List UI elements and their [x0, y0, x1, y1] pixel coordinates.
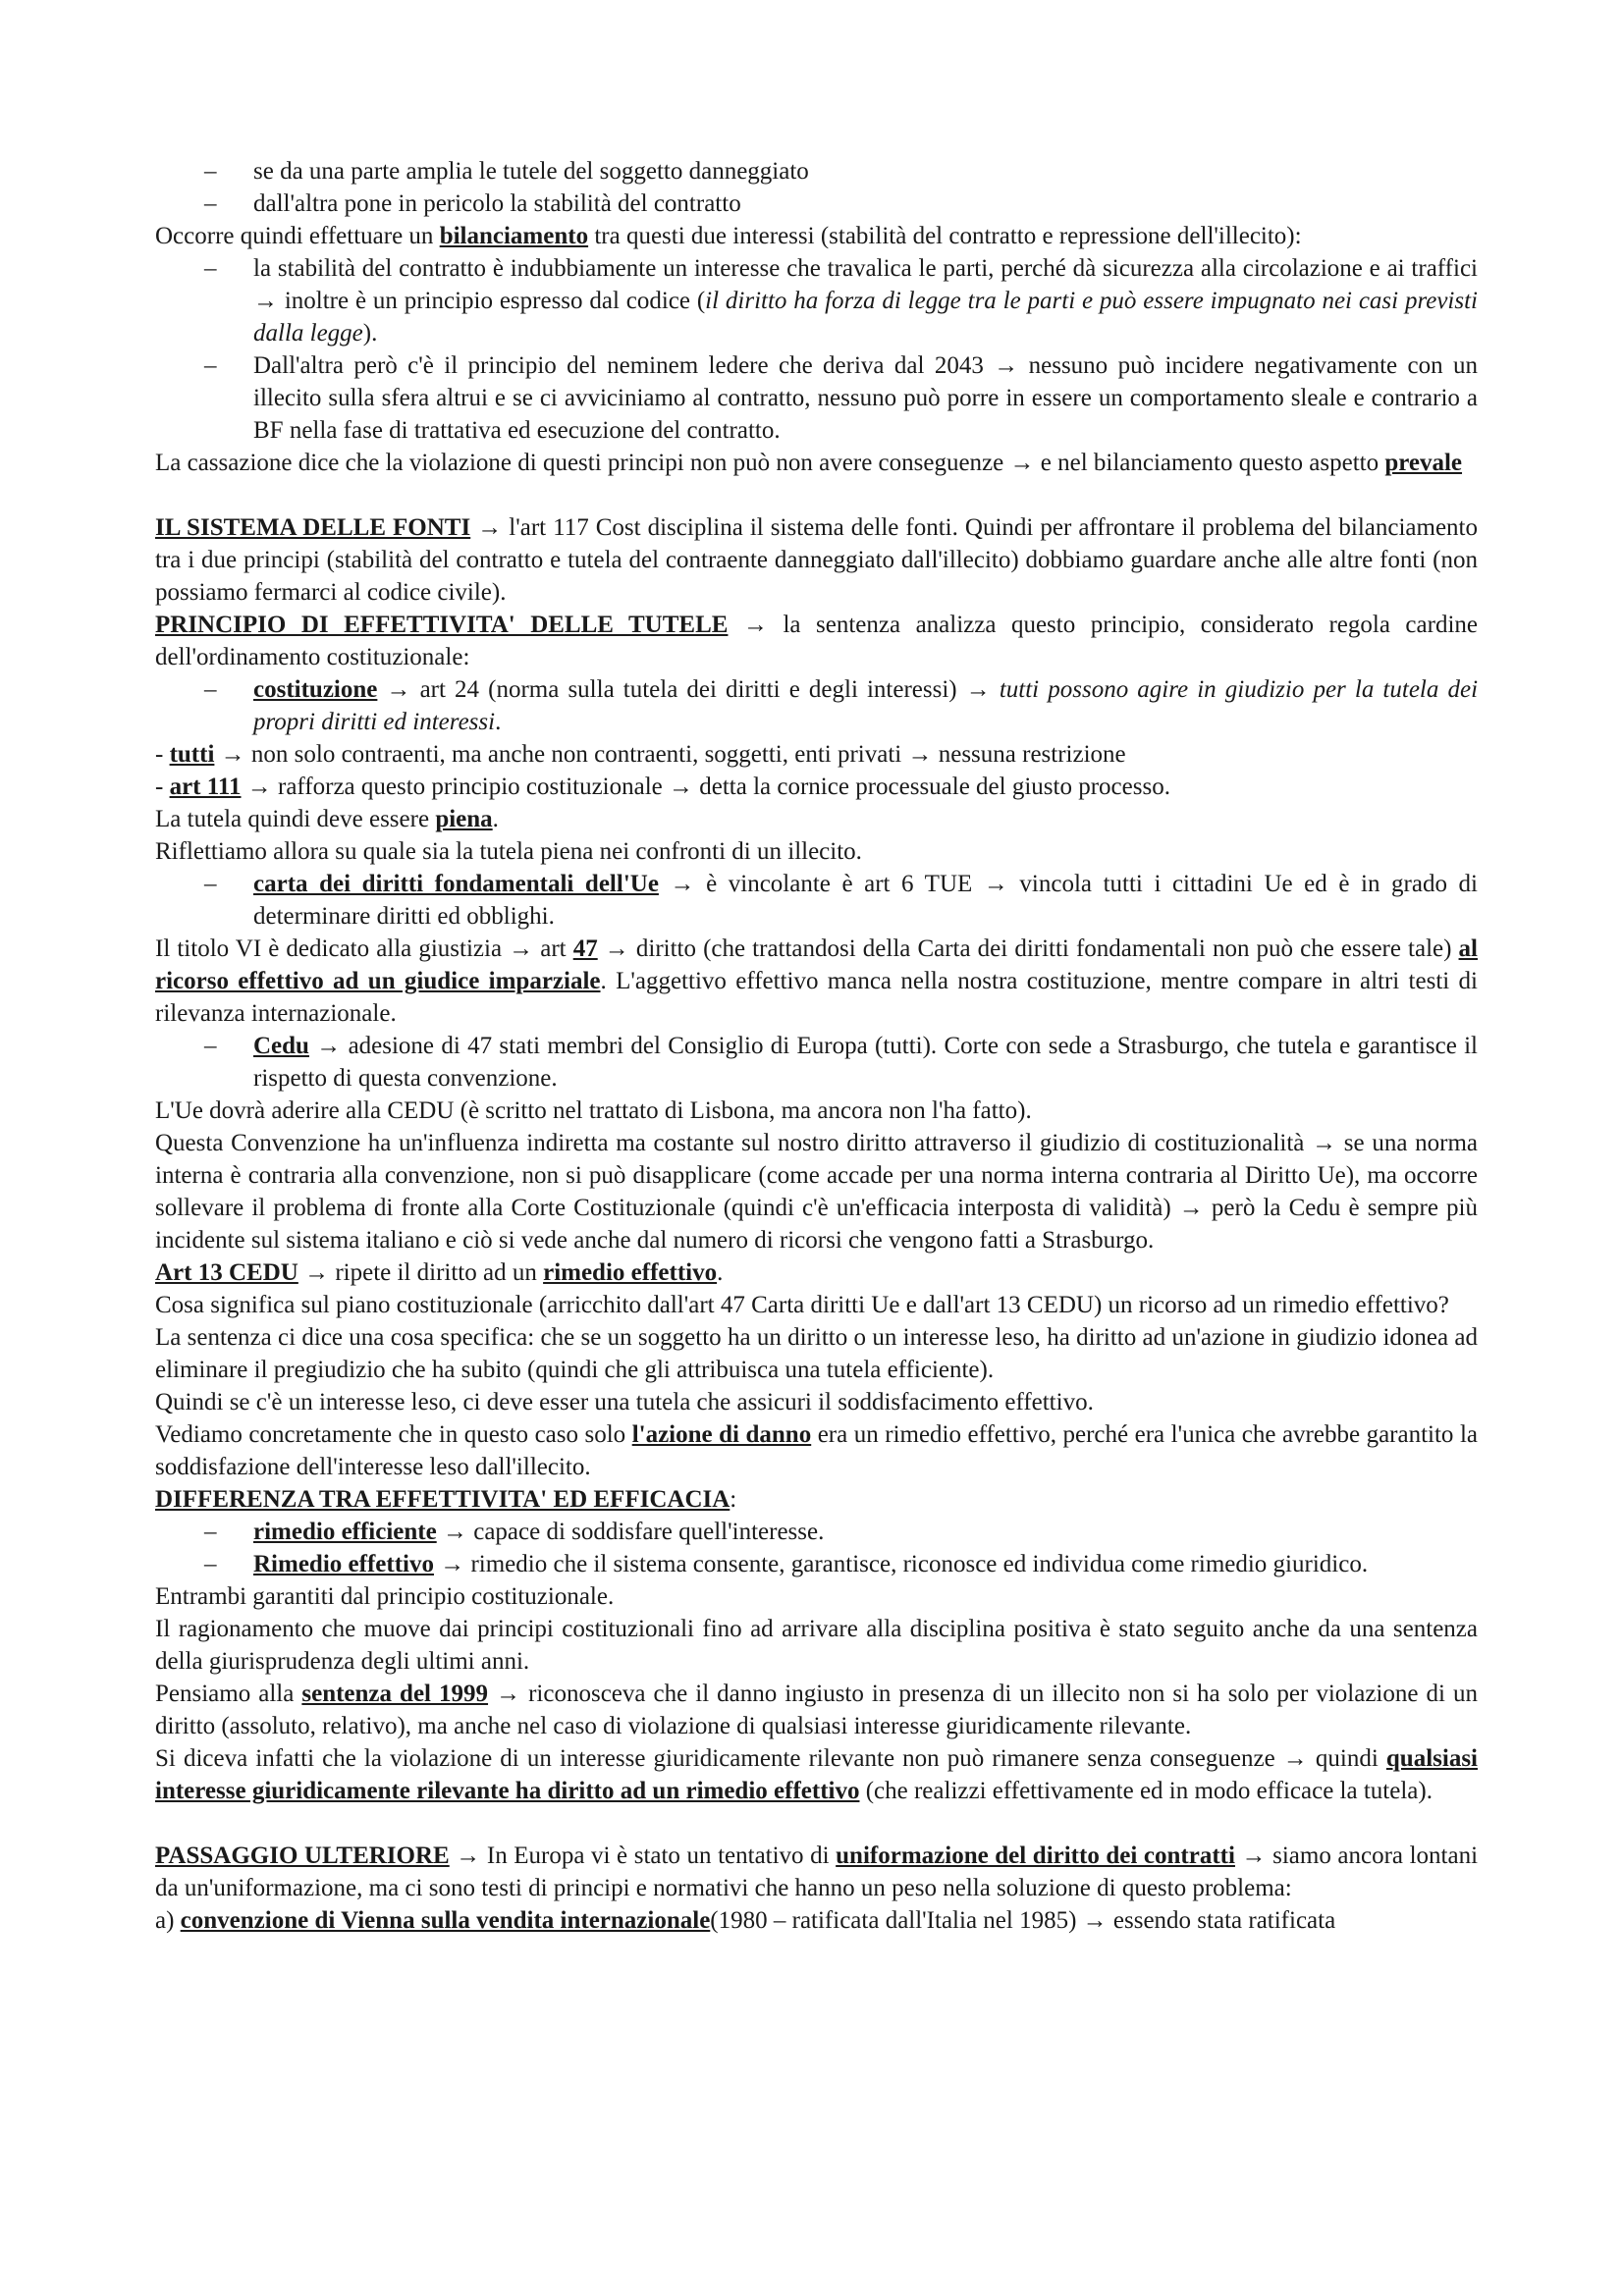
text: se da una parte amplia le tutele del soggetto danneggiato — [253, 158, 809, 185]
text: → non solo contraenti, ma anche non contraenti, soggetti, enti privati → nessuna restrizione — [214, 741, 1126, 768]
text: Il titolo VI è dedicato alla giustizia → art — [155, 935, 573, 962]
section-heading: PRINCIPIO DI EFFETTIVITA' DELLE TUTELE — [155, 612, 729, 638]
text: → è vincolante è art 6 TUE → vincola tutti i cittadini Ue ed è in grado di determinare diritti ed obblighi. — [253, 871, 1478, 930]
list-item — [155, 1030, 1478, 1095]
paragraph — [155, 1678, 1478, 1742]
text: → rafforza questo principio costituzionale → detta la cornice processuale del giusto processo. — [241, 774, 1170, 800]
keyword: bilanciamento — [439, 223, 589, 249]
text: . — [717, 1259, 724, 1286]
keyword: qualsiasi interesse giuridicamente rilevante ha diritto ad un rimedio effettivo — [155, 1745, 1478, 1804]
text: (1980 – ratificata dall'Italia nel 1985) → essendo stata ratificata — [710, 1907, 1336, 1934]
keyword: carta dei diritti fondamentali dell'Ue — [253, 871, 659, 897]
text: Dall'altra però c'è il principio del neminem ledere che deriva dal 2043 → nessuno può incidere negativamente con un illecito sulla sfera altrui e se ci avviciniamo al contratto, nessuno può porre in essere un comportamento sleale e contrario a BF nella fase di trattativa ed esecuzione del contratto. — [253, 352, 1478, 444]
text: → l'art 117 Cost disciplina il sistema delle fonti. Quindi per affrontare il problema del bilanciamento tra i due principi (stabilità del contratto e tutela del contraente danneggiato dall'illecito) dobbiamo guardare anche alle altre fonti (non possiamo fermarci al codice civile). — [155, 514, 1478, 606]
paragraph — [155, 1256, 1478, 1289]
keyword: prevale — [1384, 450, 1463, 476]
paragraph — [155, 738, 1478, 771]
paragraph — [155, 1418, 1478, 1483]
paragraph — [155, 1289, 1478, 1321]
keyword: art 111 — [169, 774, 242, 800]
paragraph — [155, 1580, 1478, 1613]
paragraph — [155, 835, 1478, 868]
keyword: costituzione — [253, 676, 378, 703]
paragraph — [155, 1840, 1478, 1904]
text: → la sentenza analizza questo principio, considerato regola cardine dell'ordinamento costituzionale: — [155, 612, 1478, 670]
text: Pensiamo alla — [155, 1681, 302, 1707]
paragraph — [155, 1386, 1478, 1418]
quote: tutti possono agire in giudizio per la tutela dei propri diritti ed interessi — [253, 676, 1479, 735]
section-heading: PASSAGGIO ULTERIORE — [155, 1842, 450, 1869]
text: Occorre quindi effettuare un — [155, 223, 440, 249]
text: . — [492, 806, 499, 832]
spacer — [155, 479, 1478, 511]
text: → ripete il diritto ad un — [298, 1259, 544, 1286]
text: : — [730, 1486, 737, 1513]
text: era un rimedio effettivo, perché era l'unica che avrebbe garantito la soddisfazione dell'interesse leso dall'illecito. — [155, 1421, 1478, 1480]
text: → capace di soddisfare quell'interesse. — [436, 1519, 825, 1545]
keyword: al ricorso effettivo ad un giudice imparziale — [155, 935, 1478, 994]
list-item — [155, 1548, 1478, 1580]
keyword: rimedio efficiente — [253, 1519, 437, 1545]
text: Vediamo concretamente che in questo caso solo — [155, 1421, 632, 1448]
text: → art 24 (norma sulla tutela dei diritti e degli interessi) → — [377, 676, 1000, 703]
text: . — [495, 709, 502, 735]
text: Questa Convenzione ha un'influenza indiretta ma costante sul nostro diritto attraverso il giudizio di costituzionalità → se una norma interna è contraria alla convenzione, non si può disapplicare (come accade per una norma interna contraria al Diritto Ue), ma occorre sollevare il problema di fronte alla Corte Costituzionale (quindi c'è un'efficacia interposta di validità) → però la Cedu è sempre più incidente sul sistema italiano e ciò si vede anche dal numero di ricorsi che vengono fatti a Strasburgo. — [155, 1130, 1478, 1254]
keyword: uniformazione del diritto dei contratti — [836, 1842, 1235, 1869]
text: - — [155, 774, 170, 800]
text: Quindi se c'è un interesse leso, ci deve esser una tutela che assicuri il soddisfacimento effettivo. — [155, 1389, 1094, 1415]
keyword: Rimedio effettivo — [253, 1551, 434, 1577]
text: Cosa significa sul piano costituzionale (arricchito dall'art 47 Carta diritti Ue e dall'art 13 CEDU) un ricorso ad un rimedio effettivo? — [155, 1292, 1449, 1318]
paragraph — [155, 803, 1478, 835]
text: → siamo ancora lontani da un'uniformazione, ma ci sono testi di principi e normativi che hanno un peso nella soluzione di questo problema: — [155, 1842, 1479, 1901]
keyword: sentenza del 1999 — [301, 1681, 489, 1707]
text: - — [155, 741, 170, 768]
text: → riconosceva che il danno ingiusto in presenza di un illecito non si ha solo per violazione di un diritto (assoluto, relativo), ma anche nel caso di violazione di qualsiasi interesse giuridicamente rilevante. — [155, 1681, 1478, 1739]
text: Si diceva infatti che la violazione di un interesse giuridicamente rilevante non può rimanere senza conseguenze → quindi — [155, 1745, 1386, 1772]
paragraph — [155, 609, 1478, 673]
text: Entrambi garantiti dal principio costituzionale. — [155, 1583, 615, 1610]
section-heading: DIFFERENZA TRA EFFETTIVITA' ED EFFICACIA — [155, 1486, 730, 1513]
text: tra questi due interessi (stabilità del contratto e repressione dell'illecito): — [588, 223, 1302, 249]
section-heading: IL SISTEMA DELLE FONTI — [155, 514, 471, 541]
paragraph — [155, 1742, 1478, 1807]
text: ). — [362, 320, 378, 347]
list-item — [155, 868, 1478, 933]
keyword: l'azione di danno — [631, 1421, 812, 1448]
list-item — [155, 155, 1478, 187]
text: (che realizzi effettivamente ed in modo efficace la tutela). — [859, 1778, 1433, 1804]
list-item — [155, 252, 1478, 349]
list-item — [155, 187, 1478, 220]
paragraph — [155, 1483, 1478, 1516]
text: . L'aggettivo effettivo manca nella nostra costituzione, mentre compare in altri testi di rilevanza internazionale. — [155, 968, 1478, 1027]
keyword: Cedu — [253, 1033, 309, 1059]
paragraph — [155, 1904, 1478, 1937]
text: → adesione di 47 stati membri del Consiglio di Europa (tutti). Corte con sede a Strasburgo, che tutela e garantisce il rispetto di questa convenzione. — [253, 1033, 1478, 1092]
paragraph — [155, 1613, 1478, 1678]
text: → diritto (che trattandosi della Carta dei diritti fondamentali non può che essere tale) — [597, 935, 1459, 962]
list-item — [155, 673, 1478, 738]
paragraph — [155, 771, 1478, 803]
paragraph — [155, 1127, 1478, 1256]
text: → rimedio che il sistema consente, garantisce, riconosce ed individua come rimedio giuridico. — [433, 1551, 1369, 1577]
document-page — [155, 155, 1478, 1937]
text: La cassazione dice che la violazione di questi principi non può non avere conseguenze → e nel bilanciamento questo aspetto — [155, 450, 1385, 476]
text: L'Ue dovrà aderire alla CEDU (è scritto nel trattato di Lisbona, ma ancora non l'ha fatto). — [155, 1097, 1032, 1124]
paragraph — [155, 933, 1478, 1030]
keyword: piena — [435, 806, 493, 832]
keyword: 47 — [572, 935, 598, 962]
text: Il ragionamento che muove dai principi costituzionali fino ad arrivare alla disciplina positiva è stato seguito anche da una sentenza della giurisprudenza degli ultimi anni. — [155, 1616, 1478, 1675]
text: dall'altra pone in pericolo la stabilità del contratto — [253, 190, 741, 217]
text: a) — [155, 1907, 181, 1934]
text: Riflettiamo allora su quale sia la tutela piena nei confronti di un illecito. — [155, 838, 862, 865]
keyword: tutti — [169, 741, 215, 768]
paragraph — [155, 1321, 1478, 1386]
spacer — [155, 1807, 1478, 1840]
list-item — [155, 1516, 1478, 1548]
paragraph — [155, 447, 1478, 479]
keyword: rimedio effettivo — [543, 1259, 718, 1286]
paragraph — [155, 220, 1478, 252]
quote: il diritto ha forza di legge tra le parti e può essere impugnato nei casi previsti dalla legge — [253, 288, 1478, 347]
keyword: convenzione di Vienna sulla vendita internazionale — [180, 1907, 711, 1934]
list-item — [155, 349, 1478, 447]
paragraph — [155, 1095, 1478, 1127]
text: → In Europa vi è stato un tentativo di — [449, 1842, 837, 1869]
text: La tutela quindi deve essere — [155, 806, 436, 832]
text: la stabilità del contratto è indubbiamente un interesse che travalica le parti, perché dà sicurezza alla circolazione e ai traffici → inoltre è un principio espresso dal codice ( — [253, 255, 1478, 314]
paragraph — [155, 511, 1478, 609]
keyword: Art 13 CEDU — [155, 1259, 298, 1286]
text: La sentenza ci dice una cosa specifica: che se un soggetto ha un diritto o un interesse leso, ha diritto ad un'azione in giudizio idonea ad eliminare il pregiudizio che ha subito (quindi che gli attribuisca una tutela efficiente). — [155, 1324, 1478, 1383]
